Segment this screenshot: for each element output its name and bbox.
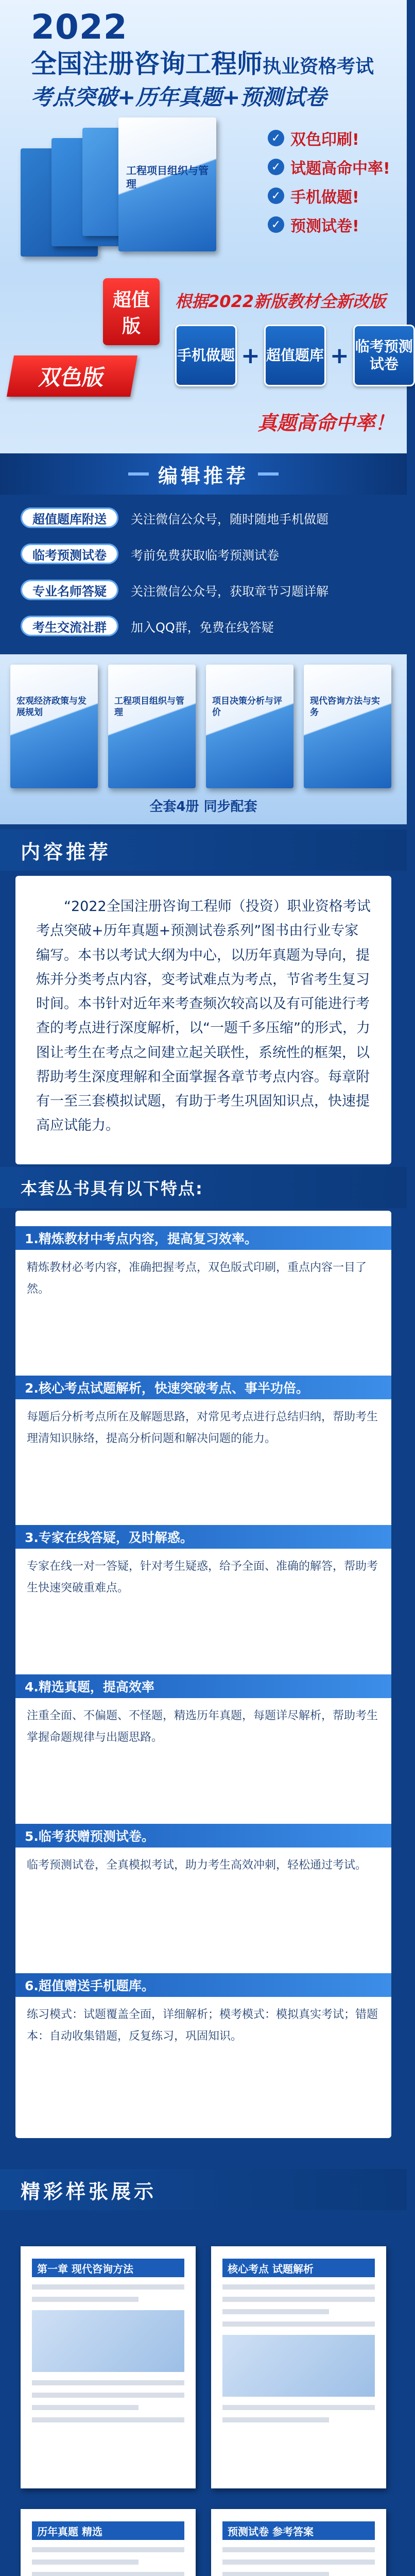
editor-row [21, 541, 386, 567]
feature-body: 每题后分析考点所在及解题思路，对常见考点进行总结归纳，帮助考生理清知识脉络，提高分析问题和解决问题的能力。 [27, 1411, 378, 1445]
divider [128, 472, 149, 476]
feature-bullet: ✓ 双色印刷! [268, 124, 391, 152]
feature-body: 专家在线一对一答疑，针对考生疑惑，给予全面、准确的解答，帮助考生快速突破重难点。 [27, 1560, 378, 1595]
series-book: 项目决策分析与评价 [206, 665, 293, 788]
two-color-ribbon: 双色版 [7, 355, 137, 397]
sample-page: 预测试卷 参考答案 [211, 2509, 386, 2576]
check-icon: ✓ [268, 130, 284, 146]
feature-title: 1.精炼教材中考点内容，提高复习效率。 [15, 1226, 391, 1250]
book-stack-image [21, 117, 237, 272]
series-caption: 全套4册 同步配套 [149, 799, 257, 815]
check-icon: ✓ [268, 159, 284, 175]
combo-question-bank: 超值题库 [264, 325, 326, 386]
editor-tag: 临考预测试卷 [21, 544, 118, 564]
section-header-features: 本套丛书具有以下特点: [0, 1167, 407, 1208]
feature-item [15, 1376, 391, 1457]
feature-bullet: ✓ 预测试卷! [268, 210, 391, 239]
check-icon: ✓ [268, 216, 284, 233]
series-book: 现代咨询方法与实务 [304, 665, 391, 788]
feature-item [15, 1824, 391, 1884]
feature-body: 注重全面、不偏题、不怪题，精选历年真题，每题详尽解析，帮助考生掌握命题规律与出题思路。 [27, 1709, 378, 1744]
features-list [15, 1211, 391, 2138]
editor-text: 关注微信公众号，随时随地手机做题 [131, 512, 328, 527]
plus-icon: + [241, 342, 260, 369]
feature-body: 精炼教材必考内容，准确把握考点，双色版式印刷，重点内容一目了然。 [27, 1261, 367, 1296]
hero-title-small: 执业资格考试 [263, 56, 374, 77]
edition-note: 根据2022新版教材全新改版 [175, 292, 386, 311]
intro-text: “2022全国注册咨询工程师（投资）职业资格考试考点突破+历年真题+预测试卷系列”图书由行业专家编写。本书以考试大纲为中心，以历年真题为导向，提炼并分类考点内容，变考试难点为考点，节省考生复习时间。本书针对近年来考查频次较高以及有可能进行考查的考点进行深度解析，以“一题千多压缩”的形式，力图让考生在考点之间建立起关联性，系统性的框架，以帮助考生深度理解和全面掌握各章节考点内容。每章附有一至三套模拟试题，有助于考生巩固知识点，快速提高应试能力。 [15, 876, 391, 1164]
editor-text: 考前免费获取临考预测试卷 [131, 548, 279, 563]
feature-body: 练习模式：试题覆盖全面，详细解析；模考模式：模拟真实考试；错题本：自动收集错题，反复练习，巩固知识。 [27, 2008, 378, 2043]
hero-title [31, 43, 391, 80]
editor-row [21, 505, 386, 531]
hero-slogan: 真题高命中率！ [257, 412, 395, 434]
editor-row [21, 577, 386, 603]
sample-pages [0, 2226, 407, 2576]
package-combo [175, 325, 415, 386]
hero-title-main: 全国注册咨询工程师 [31, 49, 263, 79]
editor-tag: 考生交流社群 [21, 616, 118, 636]
sample-page: 历年真题 精选 [21, 2509, 196, 2576]
feature-title: 5.临考获赠预测试卷。 [15, 1824, 391, 1848]
editor-tag: 超值题库附送 [21, 507, 118, 528]
series-book: 宏观经济政策与发展规划 [10, 665, 98, 788]
feature-title: 3.专家在线答疑，及时解惑。 [15, 1525, 391, 1549]
feature-item [15, 1525, 391, 1606]
editor-recommendation [0, 495, 407, 649]
feature-bullets [268, 124, 391, 239]
plus-icon: + [330, 342, 349, 369]
book-series-strip [0, 654, 407, 824]
hero-banner [0, 0, 413, 453]
feature-title: 6.超值赠送手机题库。 [15, 1973, 391, 1997]
sample-page: 核心考点 试题解析 [211, 2246, 386, 2488]
value-badge: 超值 版 [103, 278, 160, 345]
section-header-intro: 内容推荐 [0, 829, 407, 871]
sample-page: 第一章 现代咨询方法 [21, 2246, 196, 2488]
feature-bullet: ✓ 试题高命中率! [268, 152, 391, 181]
hero-subtitle: 考点突破+历年真题+预测试卷 [31, 84, 327, 110]
feature-body: 临考预测试卷，全真模拟考试，助力考生高效冲刺，轻松通过考试。 [27, 1859, 367, 1872]
feature-title: 2.核心考点试题解析，快速突破考点、事半功倍。 [15, 1376, 391, 1399]
feature-title: 4.精选真题，提高效率 [15, 1674, 391, 1698]
editor-text: 加入QQ群，免费在线答疑 [131, 620, 274, 635]
editor-text: 关注微信公众号，获取章节习题详解 [131, 584, 328, 599]
feature-item [15, 1226, 391, 1308]
section-header-editor: 编辑推荐 [0, 453, 407, 495]
section-header-samples: 精彩样张展示 [0, 2169, 407, 2210]
feature-item [15, 1674, 391, 1756]
book-cover-title: 工程项目组织与管理 [126, 164, 209, 190]
series-book: 工程项目组织与管理 [108, 665, 196, 788]
feature-item [15, 1973, 391, 2055]
feature-bullet: ✓ 手机做题! [268, 181, 391, 210]
check-icon: ✓ [268, 188, 284, 204]
divider [258, 472, 279, 476]
editor-tag: 专业名师答疑 [21, 580, 118, 600]
combo-phone-practice: 手机做题 [175, 325, 237, 386]
editor-row [21, 613, 386, 639]
combo-mock-exam: 临考预测试卷 [353, 325, 415, 386]
hero-year: 2022 [31, 7, 128, 47]
